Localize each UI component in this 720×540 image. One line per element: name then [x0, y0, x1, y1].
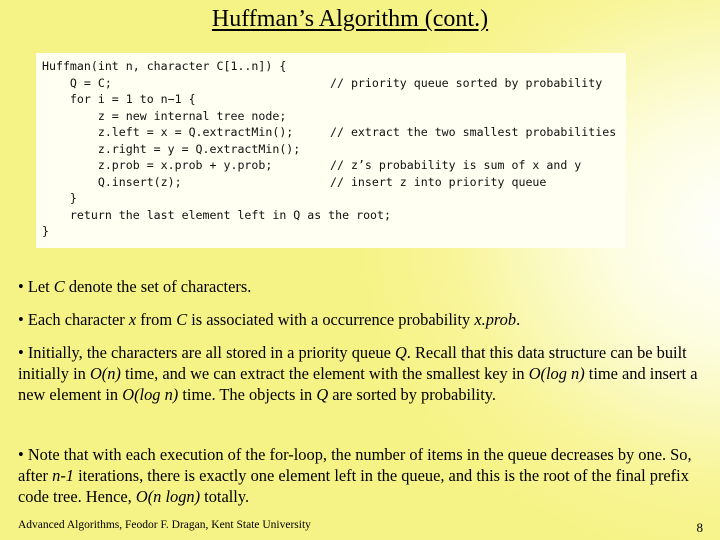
code-line: Huffman(int n, character C[1..n]) { — [42, 59, 287, 73]
code-line: } — [42, 191, 77, 205]
code-line: z = new internal tree node; — [42, 109, 287, 123]
code-line: Q.insert(z); — [42, 175, 182, 189]
footer-text: Advanced Algorithms, Feodor F. Dragan, Kent State University — [18, 519, 311, 531]
code-comment: // extract the two smallest probabilities — [330, 125, 617, 139]
code-line: for i = 1 to n−1 { — [42, 92, 196, 106]
code-line: return the last element left in Q as the root; — [42, 208, 392, 222]
code-line: z.right = y = Q.extractMin(); — [42, 142, 301, 156]
bullet-priority-queue: • Initially, the characters are all stored in a priority queue Q. Recall that this data structure can be built initially in O(n) time, and we can extract the element with the smallest key in O(log n) time and insert a new element in O(log n) time. The objects in Q are sorted by probability. — [18, 343, 698, 404]
slide-title: Huffman’s Algorithm (cont.) — [211, 6, 489, 32]
code-line: z.left = x = Q.extractMin(); — [42, 125, 294, 139]
code-comment: // insert z into priority queue — [330, 175, 547, 189]
code-line: } — [42, 224, 49, 238]
page-number: 8 — [696, 520, 703, 535]
bullet-probability: • Each character x from C is associated with a occurrence probability x.prob. — [18, 310, 521, 329]
bullet-for-loop: • Note that with each execution of the for-loop, the number of items in the queue decreases by one. So, after n-1 iterations, there is exactly one element left in the queue, and this is the root of the final prefix code tree. Hence, O(n logn) totally. — [18, 445, 692, 506]
code-listing — [36, 53, 626, 248]
code-comment: // priority queue sorted by probability — [330, 76, 603, 90]
code-line: Q = C; — [42, 76, 112, 90]
bullet-characters: • Let C denote the set of characters. — [18, 277, 252, 296]
code-comment: // z’s probability is sum of x and y — [330, 158, 582, 172]
code-line: z.prob = x.prob + y.prob; — [42, 158, 273, 172]
